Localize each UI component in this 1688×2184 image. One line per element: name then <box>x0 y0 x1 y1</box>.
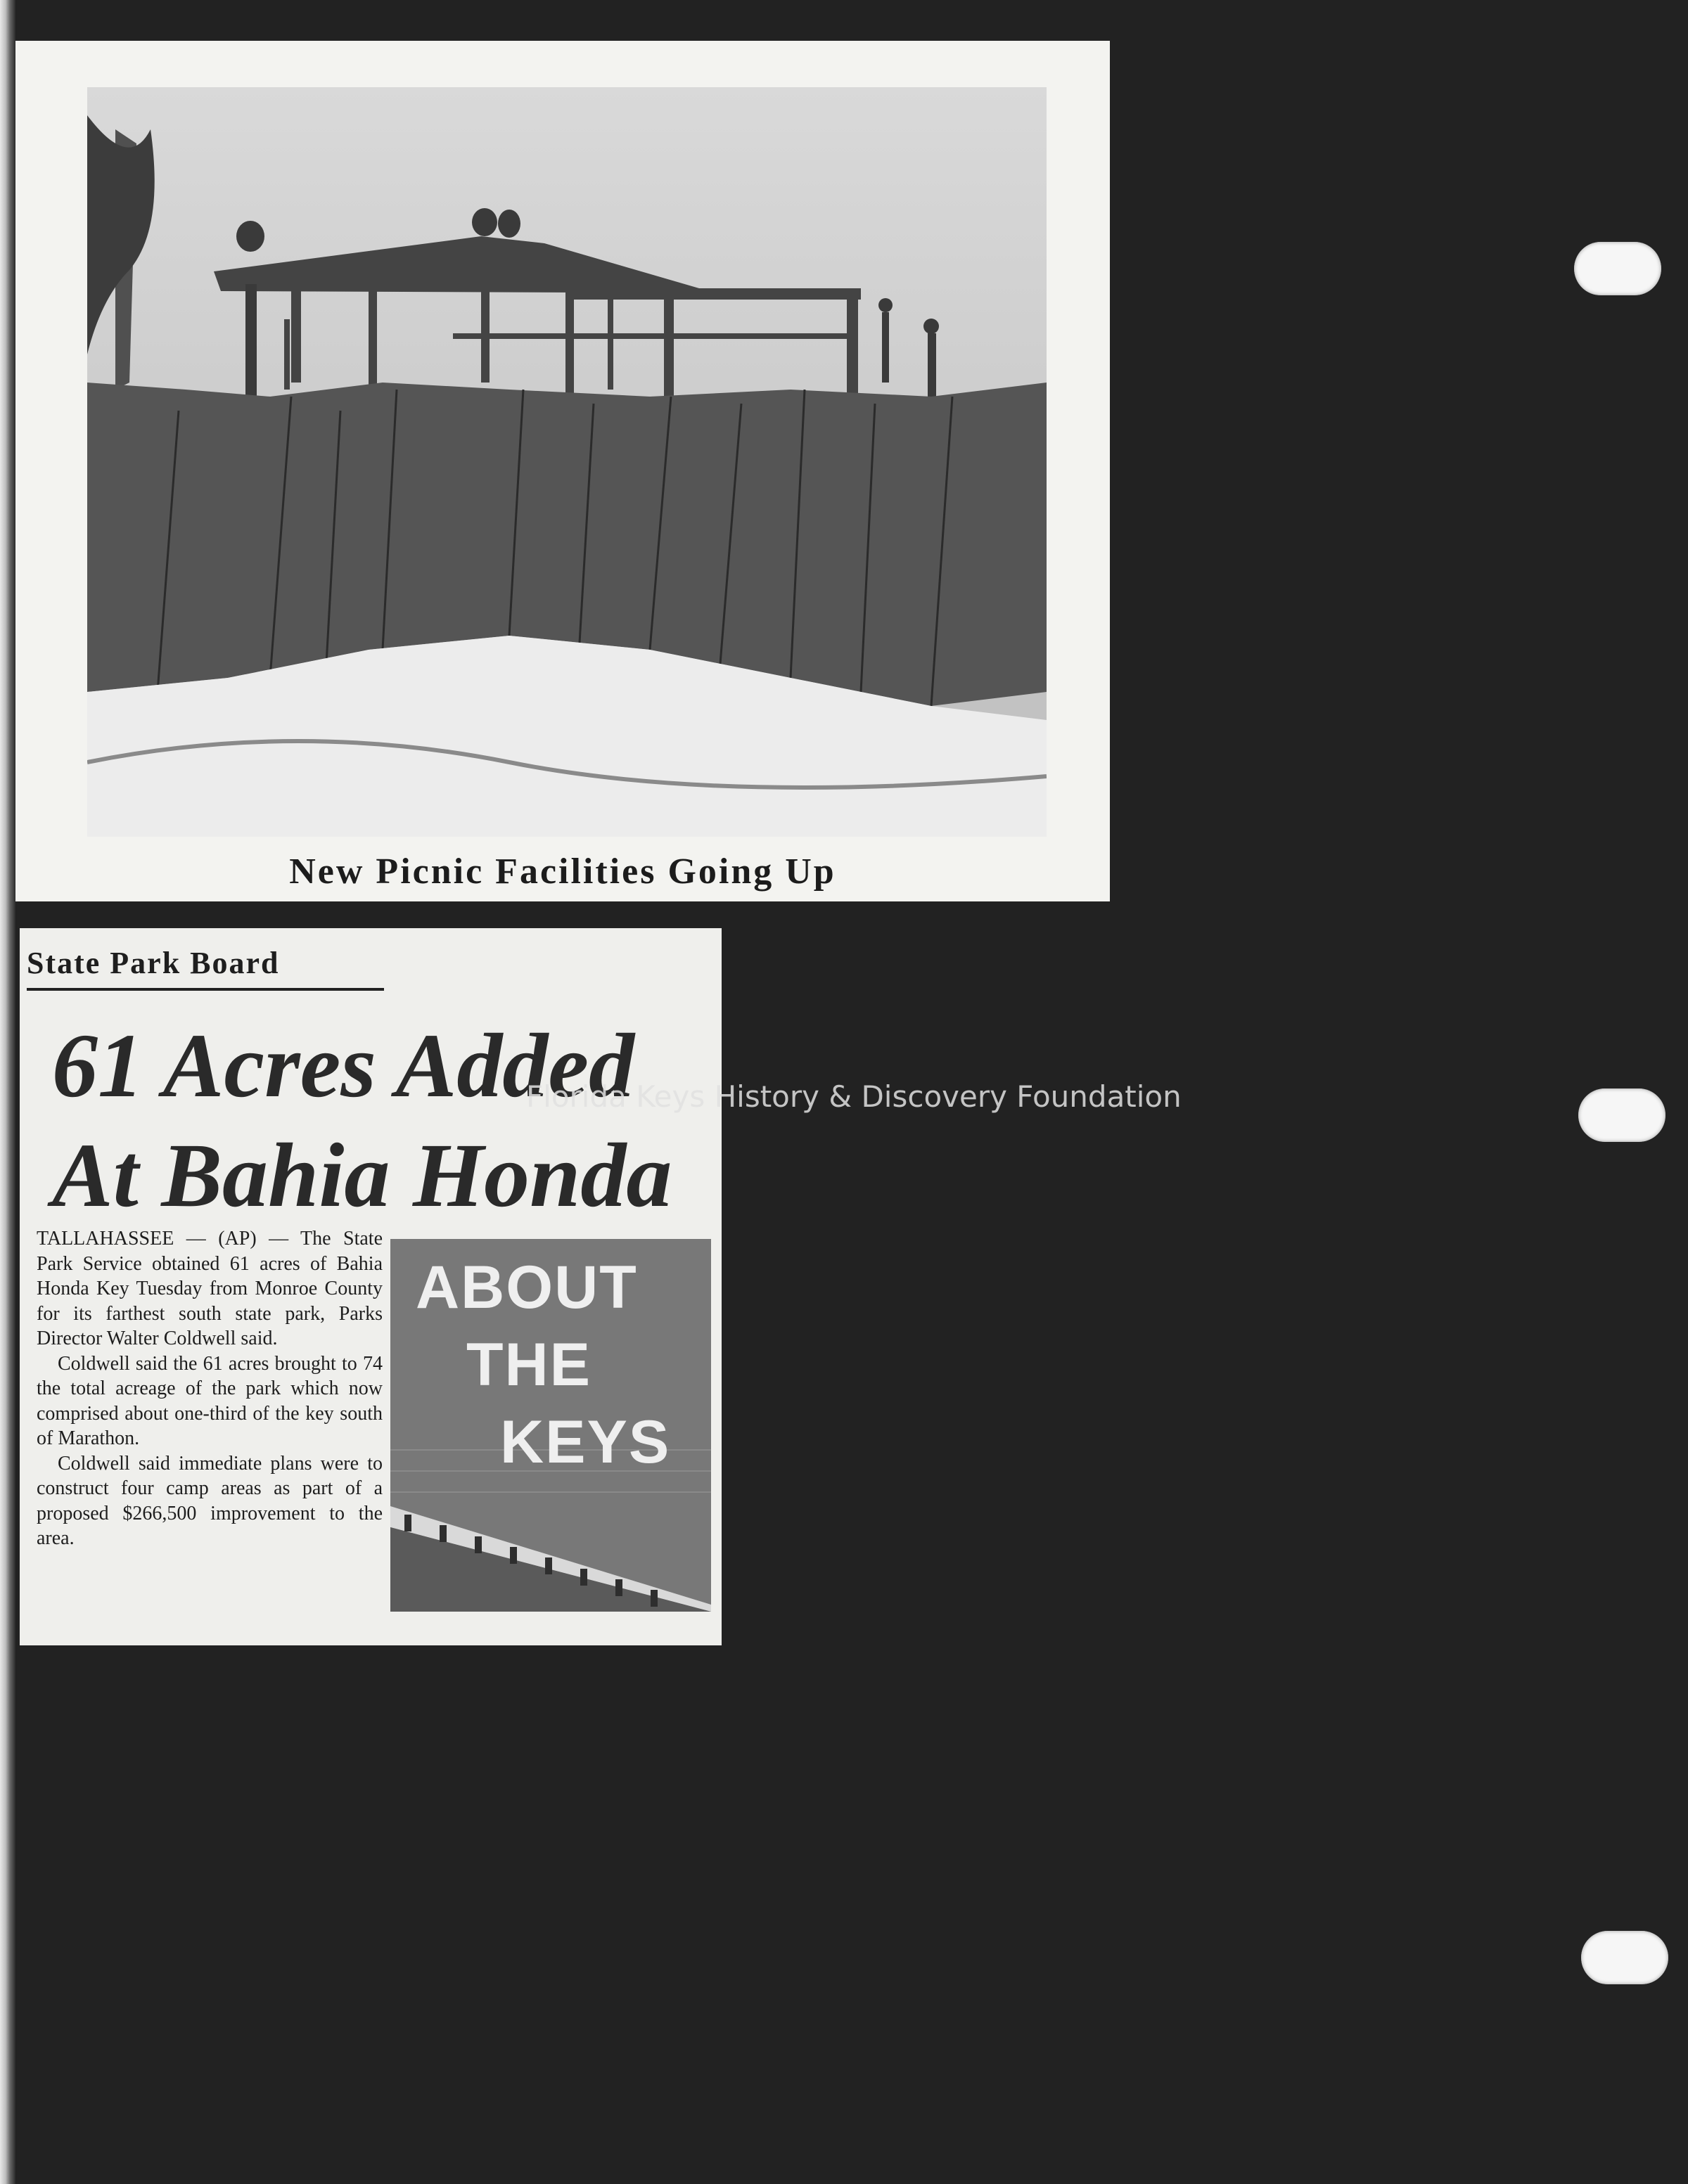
binder-hole-bottom <box>1581 1931 1668 1984</box>
binder-hole-middle <box>1578 1088 1665 1142</box>
headline-line-2: At Bahia Honda <box>52 1125 672 1226</box>
picnic-shelter-photo <box>87 87 1047 837</box>
headline-line-1: 61 Acres Added <box>52 1015 635 1117</box>
photo-clipping <box>15 41 1110 901</box>
about-the-keys-graphic <box>390 1239 711 1612</box>
graphic-word-the: THE <box>466 1331 592 1399</box>
watermark: Florida Keys History & Discovery Foundation <box>526 1079 1182 1114</box>
binder-hole-top <box>1574 242 1661 295</box>
article-headline <box>52 1011 672 1231</box>
article-clipping <box>20 928 722 1645</box>
binder-edge <box>0 0 15 2184</box>
photo-caption: New Picnic Facilities Going Up <box>289 852 836 892</box>
article-paragraph: TALLAHASSEE — (AP) — The State Park Service obtained 61 acres of Bahia Honda Key Tuesday from Monroe County for its farthest south state park, Parks Director Walter Coldwell said. <box>37 1228 383 1349</box>
article-paragraph: Coldwell said the 61 acres brought to 74 the total acreage of the park which now comprised about one-third of the key south of Marathon. <box>37 1352 383 1449</box>
graphic-word-keys: KEYS <box>500 1408 671 1476</box>
article-kicker: State Park Board <box>27 945 384 991</box>
article-body <box>37 1226 383 1551</box>
article-paragraph: Coldwell said immediate plans were to construct four camp areas as part of a proposed $266,500 improvement to the area. <box>37 1452 383 1549</box>
graphic-word-about: ABOUT <box>416 1254 638 1321</box>
